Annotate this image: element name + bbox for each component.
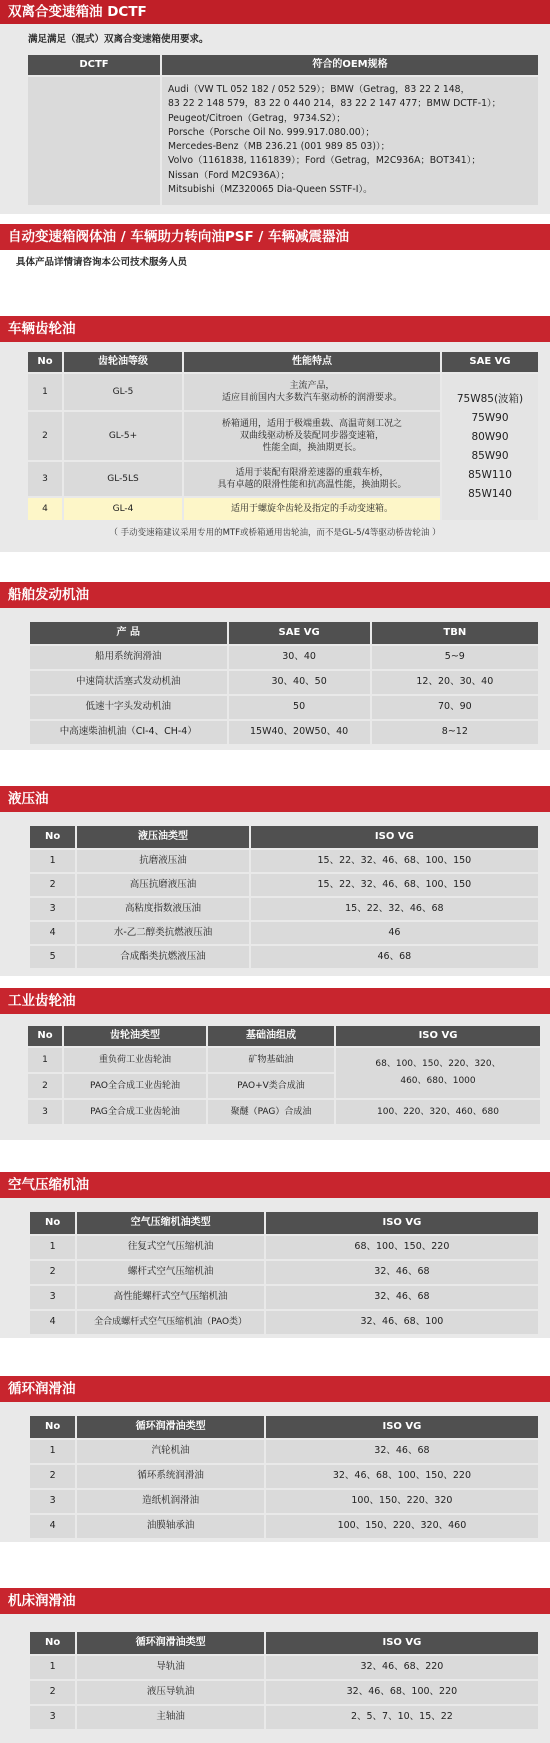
gear-header-sae: SAE VG xyxy=(442,352,538,372)
table-cell: 1 xyxy=(28,1048,62,1072)
column-header: ISO VG xyxy=(266,1416,538,1438)
dctf-title: 双离合变速箱油 DCTF xyxy=(8,3,147,20)
table-row xyxy=(30,874,538,896)
table-cell: 2 xyxy=(30,874,75,896)
table-cell: 高压抗磨液压油 xyxy=(77,874,248,896)
compressor-title: 空气压缩机油 xyxy=(8,1176,89,1193)
table-row xyxy=(30,1706,538,1729)
column-header: 基础油组成 xyxy=(208,1026,334,1046)
marine-title: 船舶发动机油 xyxy=(8,586,89,603)
table-cell: 30、40、50 xyxy=(229,671,370,694)
column-header: No xyxy=(30,826,75,848)
vg-line: 460、680、1000 xyxy=(400,1076,476,1086)
industrial-section xyxy=(0,1014,550,1140)
table-cell: 50 xyxy=(229,696,370,719)
oem-line: Peugeot/Citroen（Getrag，9734.S2）； xyxy=(168,112,346,124)
circulating-title-bar xyxy=(0,1376,550,1402)
table-cell: 5~9 xyxy=(372,646,538,669)
gear-header-desc: 性能特点 xyxy=(184,352,440,372)
industrial-title-bar xyxy=(0,988,550,1014)
hydraulic-table xyxy=(28,824,540,970)
table-cell: 高性能螺杆式空气压缩机油 xyxy=(77,1286,263,1309)
gear-row-4-grade: GL-4 xyxy=(64,498,182,520)
oem-line: Volvo（1161838, 1161839）；Ford（Getrag，M2C936A；BOT341）； xyxy=(168,155,481,167)
table-row xyxy=(30,946,538,968)
table-cell: 2 xyxy=(30,1681,75,1704)
table-cell: 重负荷工业齿轮油 xyxy=(64,1048,206,1072)
table-cell: 全合成螺杆式空气压缩机油（PAO类） xyxy=(77,1311,263,1334)
gear-title-bar xyxy=(0,316,550,342)
dctf-intro: 满足满足（混式）双离合变速箱使用要求。 xyxy=(28,34,209,45)
table-row xyxy=(30,1261,538,1284)
table-cell: 循环系统润滑油 xyxy=(77,1465,263,1488)
table-header-row xyxy=(30,1212,538,1234)
table-cell: 3 xyxy=(30,1706,75,1729)
column-header: ISO VG xyxy=(336,1026,540,1046)
sae-grade: 80W90 xyxy=(471,431,509,443)
marine-table xyxy=(28,620,540,746)
machine-table xyxy=(28,1630,540,1731)
table-cell: 15、22、32、46、68、100、150 xyxy=(251,850,538,872)
industrial-table xyxy=(28,1026,540,1130)
table-cell: 2、5、7、10、15、22 xyxy=(266,1706,538,1729)
oem-line: Nissan（Ford M2C936A）； xyxy=(168,169,290,181)
table-cell: 5 xyxy=(30,946,75,968)
table-row xyxy=(30,1311,538,1334)
table-cell: 30、40 xyxy=(229,646,370,669)
table-row xyxy=(30,1490,538,1513)
table-cell: PAO全合成工业齿轮油 xyxy=(64,1074,206,1098)
table-cell: 4 xyxy=(30,1311,75,1334)
table-cell: 32、46、68、100、150、220 xyxy=(266,1465,538,1488)
table-cell: 水-乙二醇类抗燃液压油 xyxy=(77,922,248,944)
table-cell: 2 xyxy=(30,1465,75,1488)
table-cell: 3 xyxy=(30,1286,75,1309)
column-header: 循环润滑油类型 xyxy=(77,1632,263,1654)
table-row xyxy=(30,922,538,944)
table-cell: 导轨油 xyxy=(77,1656,263,1679)
table-cell: 2 xyxy=(28,1074,62,1098)
gear-row-1-no: 1 xyxy=(28,374,62,410)
gear-desc-line: 具有卓越的限滑性能和抗高温性能，换油期长。 xyxy=(217,480,407,490)
dctf-table xyxy=(28,55,538,205)
column-header: 空气压缩机油类型 xyxy=(77,1212,263,1234)
column-header: No xyxy=(28,1026,62,1046)
table-cell-merged xyxy=(336,1048,540,1098)
table-cell: 1 xyxy=(30,1440,75,1463)
gear-header-no: No xyxy=(28,352,62,372)
gear-row-3-no: 3 xyxy=(28,462,62,496)
oem-line: Audi（VW TL 052 182 / 052 529）；BMW（Getrag，83 22 2 148， xyxy=(168,84,470,95)
table-cell: 合成酯类抗燃液压油 xyxy=(77,946,248,968)
table-row xyxy=(30,721,538,744)
table-cell: 32、46、68 xyxy=(266,1286,538,1309)
table-cell: PAO+V类合成油 xyxy=(208,1074,334,1098)
auto-title: 自动变速箱阀体油 / 车辆助力转向油PSF / 车辆减震器油 xyxy=(8,228,349,245)
gear-row-2-desc xyxy=(184,412,440,460)
table-cell: 15W40、20W50、40 xyxy=(229,721,370,744)
table-row xyxy=(30,850,538,872)
column-header: No xyxy=(30,1416,75,1438)
hydraulic-title: 液压油 xyxy=(8,790,49,807)
table-cell: 15、22、32、46、68、100、150 xyxy=(251,874,538,896)
dctf-oem-cell xyxy=(162,77,538,205)
table-row xyxy=(30,898,538,920)
table-cell: 3 xyxy=(28,1100,62,1124)
column-header: ISO VG xyxy=(266,1632,538,1654)
table-cell: 32、46、68 xyxy=(266,1440,538,1463)
auto-note: 具体产品详情请咨询本公司技术服务人员 xyxy=(16,257,188,268)
column-header: No xyxy=(30,1212,75,1234)
table-cell: 汽轮机油 xyxy=(77,1440,263,1463)
table-cell: 100、150、220、320、460 xyxy=(266,1515,538,1538)
table-cell: 32、46、68 xyxy=(266,1261,538,1284)
table-cell: 68、100、150、220 xyxy=(266,1236,538,1259)
table-cell: 造纸机润滑油 xyxy=(77,1490,263,1513)
table-cell: 中高速柴油机油（CI-4、CH-4） xyxy=(30,721,227,744)
gear-sae-cell xyxy=(442,374,538,520)
table-cell: 1 xyxy=(30,850,75,872)
column-header: 循环润滑油类型 xyxy=(77,1416,263,1438)
gear-row-1-desc xyxy=(184,374,440,410)
gear-header-grade: 齿轮油等级 xyxy=(64,352,182,372)
table-header-row xyxy=(30,1632,538,1654)
table-cell: 1 xyxy=(30,1236,75,1259)
table-row xyxy=(30,1286,538,1309)
gear-desc-line: 桥箱通用，适用于极端重载、高温苛刻工况之 xyxy=(221,418,402,429)
sae-grade: 75W85(波箱) xyxy=(456,393,524,405)
machine-section xyxy=(0,1614,550,1743)
column-header: ISO VG xyxy=(266,1212,538,1234)
table-cell: 32、46、68、100 xyxy=(266,1311,538,1334)
table-row xyxy=(30,646,538,669)
dctf-title-bar xyxy=(0,0,550,24)
gear-row-3-desc xyxy=(184,462,440,496)
industrial-title: 工业齿轮油 xyxy=(8,992,76,1009)
table-cell: 100、150、220、320 xyxy=(266,1490,538,1513)
table-cell: 32、46、68、220 xyxy=(266,1656,538,1679)
table-cell: 抗磨液压油 xyxy=(77,850,248,872)
table-cell: 12、20、30、40 xyxy=(372,671,538,694)
table-cell: 100、220、320、460、680 xyxy=(336,1100,540,1124)
compressor-table xyxy=(28,1210,540,1336)
column-header: TBN xyxy=(372,622,538,644)
gear-desc-line: 双曲线驱动桥及装配同步器变速箱， xyxy=(239,430,384,441)
dctf-header-right: 符合的OEM规格 xyxy=(162,55,538,75)
machine-title: 机床润滑油 xyxy=(8,1592,76,1609)
table-cell: 主轴油 xyxy=(77,1706,263,1729)
sae-grade: 85W110 xyxy=(468,469,512,481)
table-cell: 3 xyxy=(30,898,75,920)
table-row xyxy=(30,1515,538,1538)
dctf-header-left: DCTF xyxy=(28,55,160,75)
table-cell: 46、68 xyxy=(251,946,538,968)
compressor-section xyxy=(0,1198,550,1338)
table-row xyxy=(30,1440,538,1463)
table-cell: 15、22、32、46、68 xyxy=(251,898,538,920)
table-row xyxy=(30,1465,538,1488)
gear-row-4-no: 4 xyxy=(28,498,62,520)
oem-line: Mitsubishi（MZ320065 Dia-Queen SSTF-I）。 xyxy=(168,184,373,196)
gear-desc-line: 适用于螺旋伞齿轮及指定的手动变速箱。 xyxy=(230,503,393,514)
gear-desc-line: 性能全面，换油期更长。 xyxy=(262,443,362,454)
table-cell: 2 xyxy=(30,1261,75,1284)
table-cell: 4 xyxy=(30,922,75,944)
table-cell: 高粘度指数液压油 xyxy=(77,898,248,920)
gear-row-4-desc xyxy=(184,498,440,520)
table-cell: 70、90 xyxy=(372,696,538,719)
column-header: 齿轮油类型 xyxy=(64,1026,206,1046)
column-header: 液压油类型 xyxy=(77,826,248,848)
column-header: SAE VG xyxy=(229,622,370,644)
table-header-row xyxy=(30,826,538,848)
circulating-section xyxy=(0,1402,550,1542)
oem-line: Mercedes-Benz（MB 236.21 (001 989 85 03)）； xyxy=(168,141,390,153)
column-header: No xyxy=(30,1632,75,1654)
sae-grade: 85W140 xyxy=(468,488,512,500)
table-header-row xyxy=(30,622,538,644)
dctf-section xyxy=(0,24,550,214)
sae-grade: 75W90 xyxy=(471,412,509,424)
gear-desc-line: 适用于装配有限滑差速器的重载车桥， xyxy=(235,467,389,478)
marine-title-bar xyxy=(0,582,550,608)
dctf-left-cell xyxy=(28,77,160,205)
gear-desc-line: 主流产品， xyxy=(289,380,335,391)
table-cell: PAG全合成工业齿轮油 xyxy=(64,1100,206,1124)
sae-grade: 85W90 xyxy=(471,450,509,462)
oem-line: Porsche（Porsche Oil No. 999.917.080.00）； xyxy=(168,126,375,138)
table-cell: 船用系统润滑油 xyxy=(30,646,227,669)
auto-title-bar xyxy=(0,224,550,250)
table-row xyxy=(30,1681,538,1704)
table-row xyxy=(30,671,538,694)
column-header: 产 品 xyxy=(30,622,227,644)
circulating-title: 循环润滑油 xyxy=(8,1380,76,1397)
table-header-row xyxy=(30,1416,538,1438)
circulating-table xyxy=(28,1414,540,1540)
table-cell: 1 xyxy=(30,1656,75,1679)
gear-row-2-no: 2 xyxy=(28,412,62,460)
table-cell: 8~12 xyxy=(372,721,538,744)
gear-footnote: （ 手动变速箱建议采用专用的MTF或桥箱通用齿轮油，而不是GL-5/4等驱动桥齿轮油 ） xyxy=(109,528,441,538)
table-cell: 中速筒状活塞式发动机油 xyxy=(30,671,227,694)
gear-row-2-grade: GL-5+ xyxy=(64,412,182,460)
column-header: ISO VG xyxy=(251,826,538,848)
compressor-title-bar xyxy=(0,1172,550,1198)
table-cell: 4 xyxy=(30,1515,75,1538)
table-cell: 32、46、68、100、220 xyxy=(266,1681,538,1704)
table-cell: 往复式空气压缩机油 xyxy=(77,1236,263,1259)
table-cell: 聚醚（PAG）合成油 xyxy=(208,1100,334,1124)
gear-row-3-grade: GL-5LS xyxy=(64,462,182,496)
table-cell: 3 xyxy=(30,1490,75,1513)
table-row xyxy=(30,1656,538,1679)
table-cell: 油膜轴承油 xyxy=(77,1515,263,1538)
table-cell: 螺杆式空气压缩机油 xyxy=(77,1261,263,1284)
hydraulic-section xyxy=(0,812,550,976)
gear-table xyxy=(28,352,538,520)
table-cell: 矿物基础油 xyxy=(208,1048,334,1072)
table-cell: 低速十字头发动机油 xyxy=(30,696,227,719)
table-cell: 液压导轨油 xyxy=(77,1681,263,1704)
table-cell: 46 xyxy=(251,922,538,944)
oem-line: 83 22 2 148 579，83 22 0 440 214，83 22 2 147 477；BMW DCTF-1）； xyxy=(168,98,501,110)
hydraulic-title-bar xyxy=(0,786,550,812)
table-row xyxy=(30,696,538,719)
gear-desc-line: 适应目前国内大多数汽车驱动桥的润滑要求。 xyxy=(221,393,402,403)
vg-line: 68、100、150、220、320、 xyxy=(375,1059,501,1069)
gear-row-1-grade: GL-5 xyxy=(64,374,182,410)
gear-title: 车辆齿轮油 xyxy=(8,320,76,337)
gear-section xyxy=(0,342,550,552)
marine-section xyxy=(0,608,550,750)
machine-title-bar xyxy=(0,1588,550,1614)
table-row xyxy=(30,1236,538,1259)
